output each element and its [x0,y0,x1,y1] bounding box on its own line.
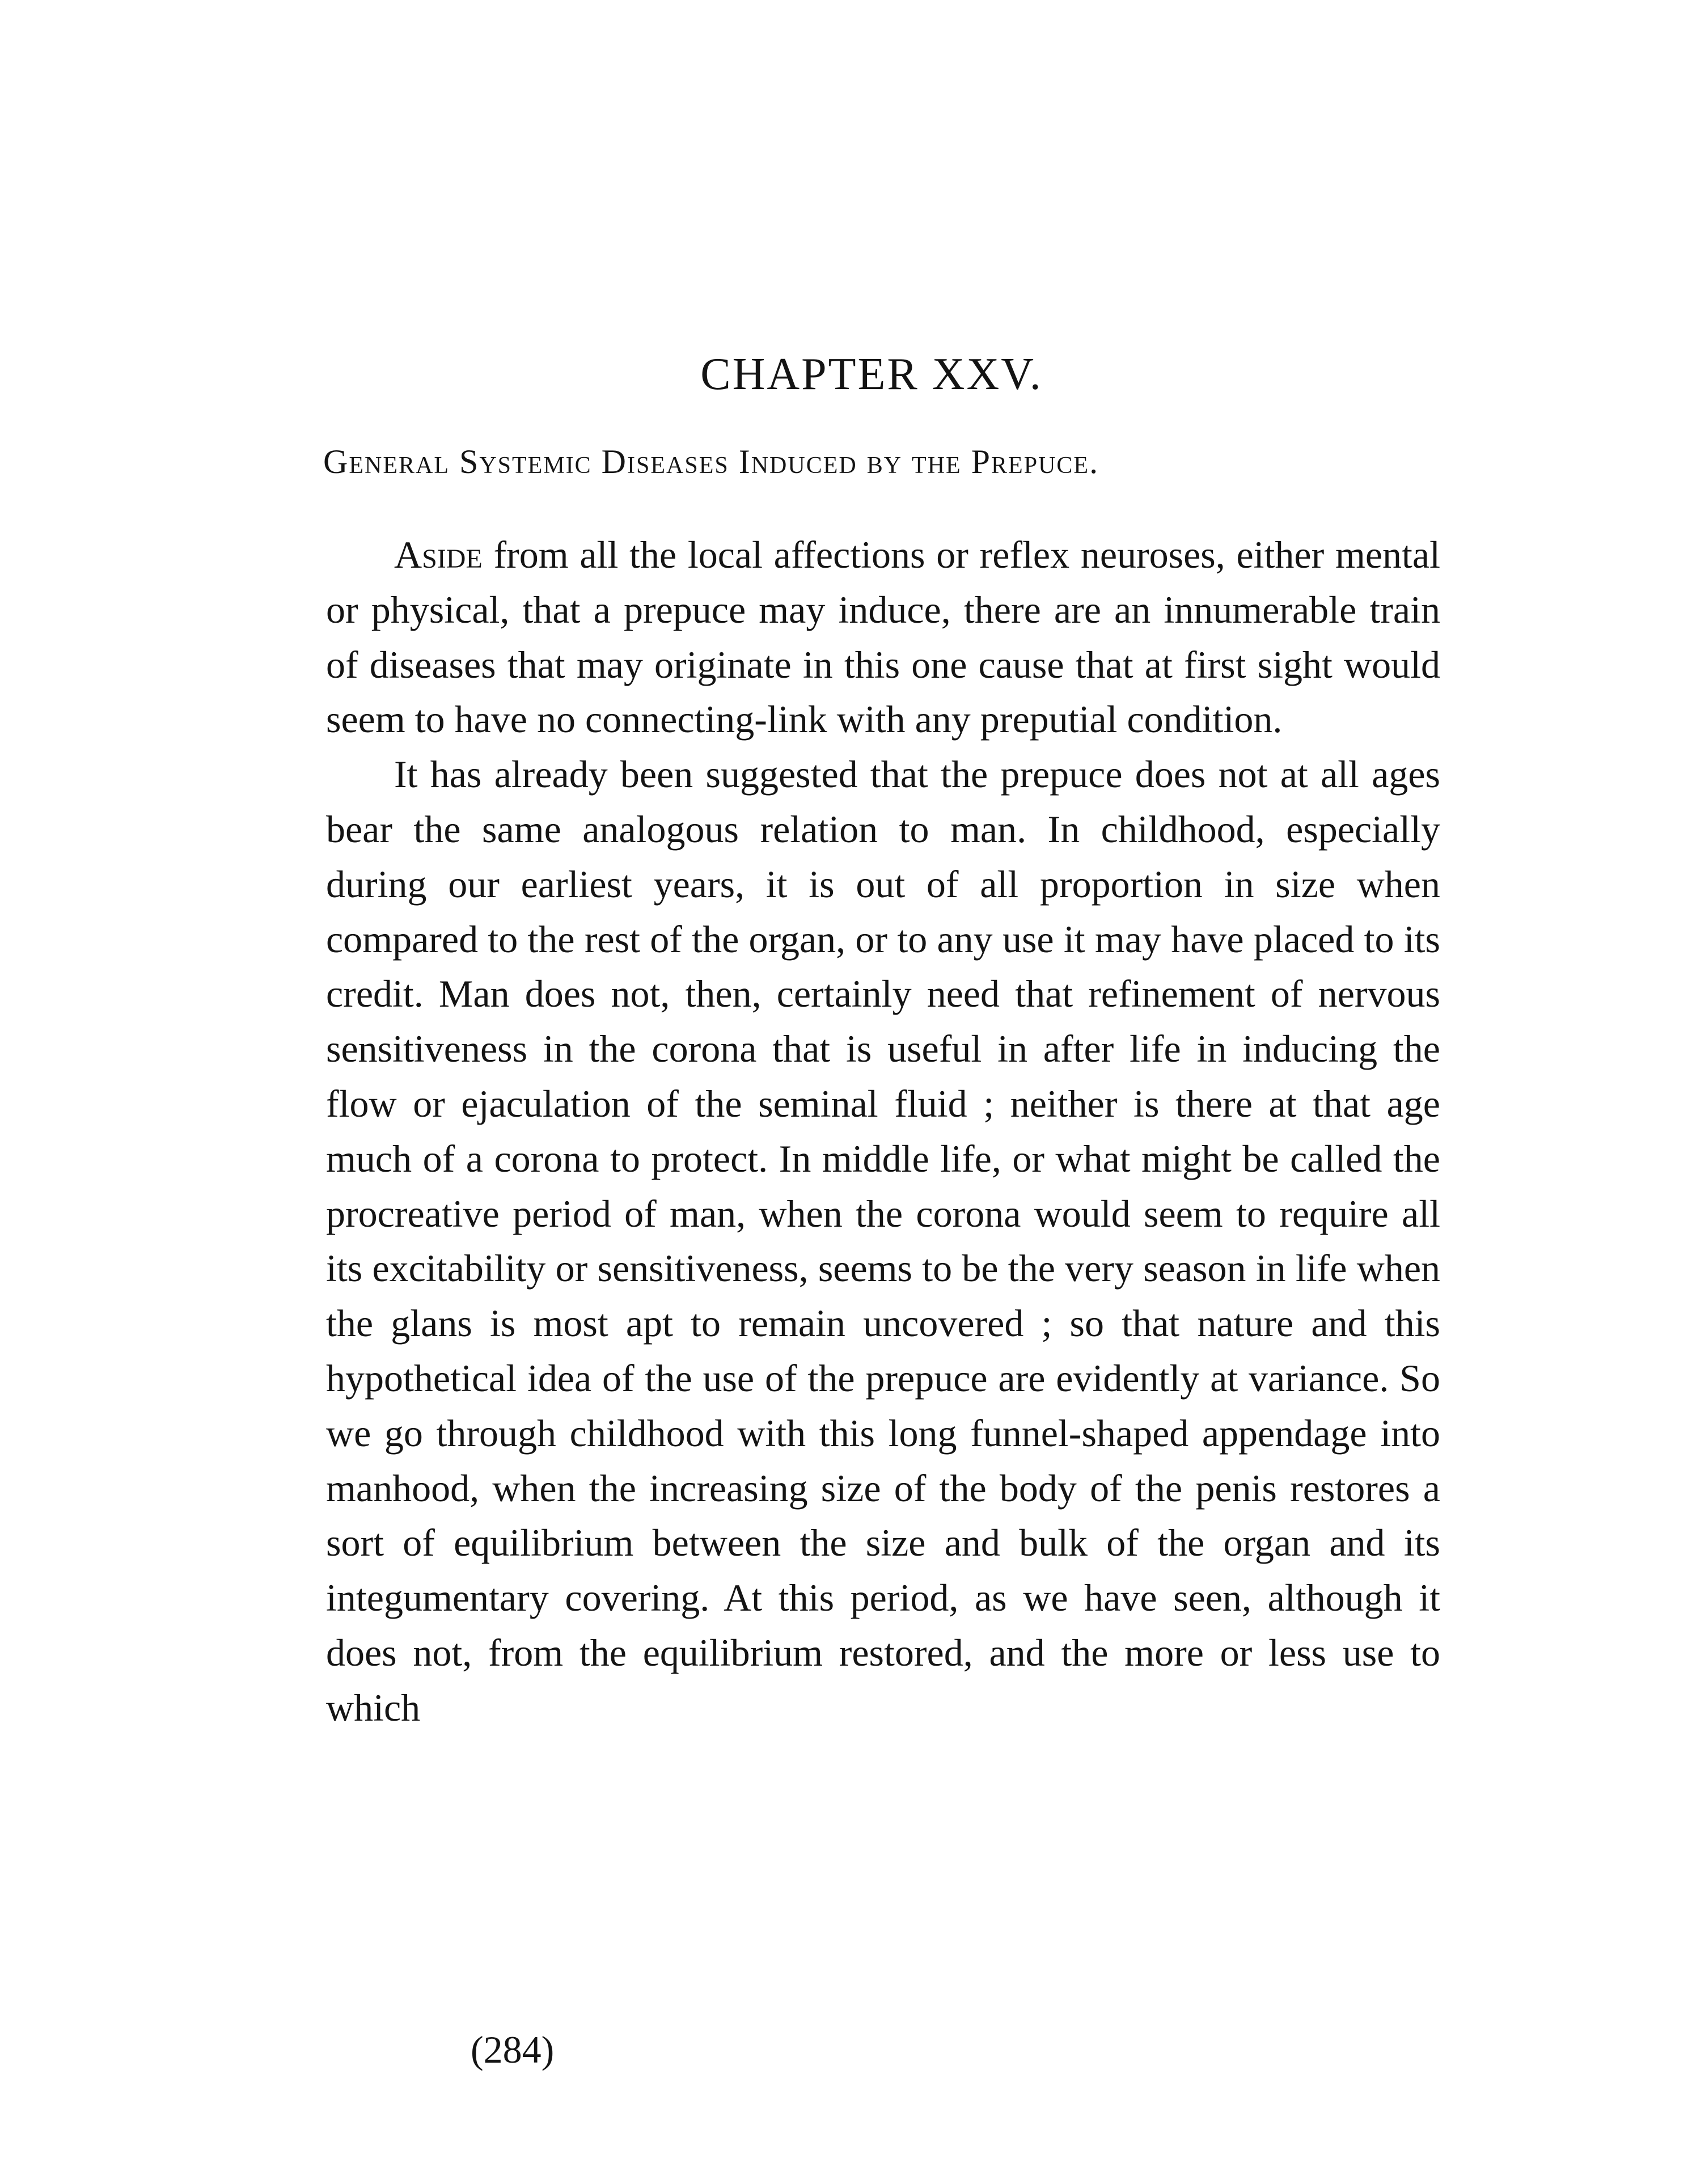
paragraph-text: It has already been suggested that the prepuce does not at all ages bear the same analogous relation to man. In childhood, especially during our earliest years, it is out of all proportion in size when compared to the rest of the organ, or to any use it may have placed to its credit. Man does not, then, certainly need that refinement of nervous sensitiveness in the corona that is useful in after life in inducing the flow or ejaculation of the seminal fluid ; neither is there at that age much of a corona to protect. In middle life, or what might be called the procreative period of man, when the corona would seem to require all its excitability or sensitiveness, seems to be the very season in life when the glans is most apt to remain uncovered ; so that nature and this hypothetical idea of the use of the prepuce are evidently at variance. So we go through childhood with this long funnel-shaped appendage into manhood, when the increasing size of the body of the penis restores a sort of equilibrium between the size and bulk of the organ and its integumentary covering. At this period, as we have seen, although it does not, from the equilibrium restored, and the more or less use to which [326,753,1440,1729]
paragraph-2 [326,747,1440,1735]
body-text [326,527,1440,1735]
paragraph-text: from all the local affections or reflex neuroses, either mental or physical, that a prepuce may induce, there are an innumerable train of diseases that may originate in this one cause that at first sight would seem to have no connecting-link with any preputial condition. [326,533,1440,741]
page-number: (284) [471,2028,555,2071]
paragraph-1 [326,527,1440,747]
chapter-subtitle: General Systemic Diseases Induced by the Prepuce. [323,443,1099,480]
chapter-heading: CHAPTER XXV. [700,349,1043,399]
paragraph-lead-word: Aside [394,533,483,576]
